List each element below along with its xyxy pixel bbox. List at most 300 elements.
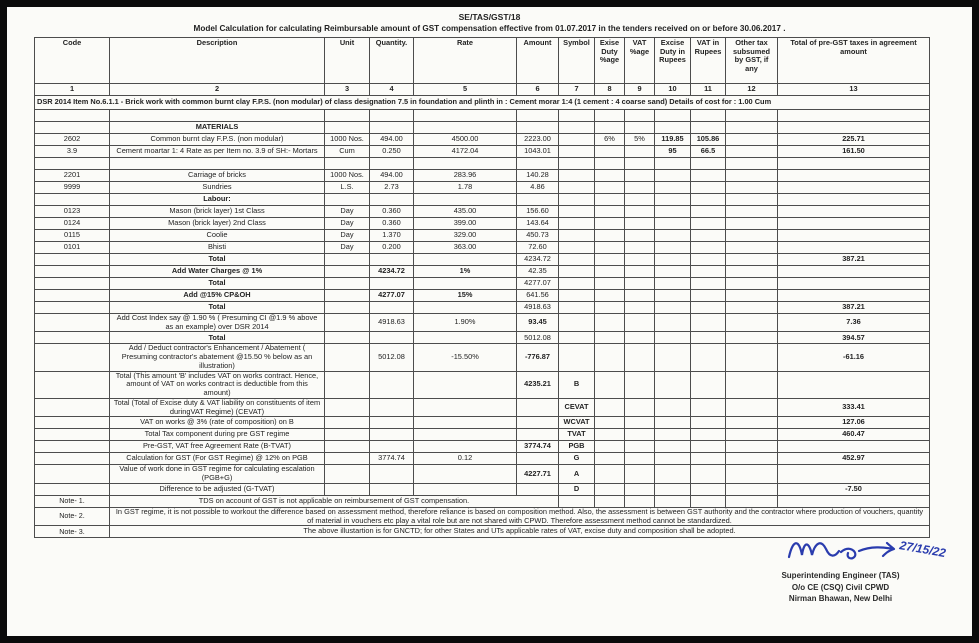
table-cell [595,453,625,465]
column-header: Symbol [559,38,595,84]
table-cell [370,158,414,170]
table-cell [625,278,655,290]
table-row [35,398,930,416]
table-cell [559,122,595,134]
table-cell [595,314,625,332]
table-cell [726,495,778,507]
table-cell [726,170,778,182]
table-cell [35,371,110,398]
table-cell: Cum [325,146,370,158]
table-row [35,371,930,398]
table-row [35,465,930,483]
table-cell [655,398,691,416]
column-header: Description [110,38,325,84]
table-cell [778,122,930,134]
table-cell [414,371,517,398]
table-cell: 156.60 [517,206,559,218]
table-row [35,344,930,371]
table-cell [726,483,778,495]
table-row [35,507,930,525]
table-cell: 42.35 [517,266,559,278]
page-title: Model Calculation for calculating Reimbursable amount of GST compensation effective from 01.07.2017 in the tenders received on or before 30.06.2017 . [193,24,786,33]
table-cell: 452.97 [778,453,930,465]
table-cell: D [559,483,595,495]
table-cell [778,230,930,242]
table-cell [559,146,595,158]
table-cell [414,398,517,416]
table-cell [691,495,726,507]
table-cell: B [559,371,595,398]
table-cell [517,453,559,465]
table-cell: 494.00 [370,170,414,182]
table-cell [414,483,517,495]
table-cell: 4172.04 [414,146,517,158]
column-number: 4 [370,84,414,96]
table-cell [559,194,595,206]
table-cell [325,465,370,483]
table-cell: 4235.21 [517,371,559,398]
table-cell [517,417,559,429]
table-cell: WCVAT [559,417,595,429]
table-cell [414,429,517,441]
table-row [35,158,930,170]
table-cell: PGB [559,441,595,453]
table-cell [691,417,726,429]
table-cell: Note- 2. [35,507,110,525]
column-number: 2 [110,84,325,96]
table-cell [595,158,625,170]
table-cell [778,242,930,254]
table-cell: 4500.00 [414,134,517,146]
table-cell [595,206,625,218]
table-cell [625,290,655,302]
table-cell [35,278,110,290]
table-cell: Note- 3. [35,526,110,538]
table-cell [517,483,559,495]
table-cell [35,314,110,332]
table-cell [595,290,625,302]
table-cell [325,429,370,441]
signature-scribble [731,531,951,565]
table-cell [625,266,655,278]
table-cell [325,314,370,332]
table-cell [370,465,414,483]
table-cell: 1043.01 [517,146,559,158]
column-number: 3 [325,84,370,96]
table-cell [595,371,625,398]
table-cell: Pre-GST, VAT free Agreement Rate (B-TVAT) [110,441,325,453]
table-cell: 93.45 [517,314,559,332]
table-cell [778,194,930,206]
table-cell [595,278,625,290]
table-cell [655,302,691,314]
table-cell [655,495,691,507]
table-cell [370,332,414,344]
table-cell: 0.360 [370,218,414,230]
table-cell [370,371,414,398]
table-cell [691,465,726,483]
table-cell [778,441,930,453]
table-cell [726,290,778,302]
table-cell: 105.86 [691,134,726,146]
table-cell: 4234.72 [370,266,414,278]
table-cell: 399.00 [414,218,517,230]
table-row [35,495,930,507]
table-cell: TDS on account of GST is not applicable on reimbursement of GST compensation. [110,495,559,507]
table-cell: 3774.74 [517,441,559,453]
table-cell [778,371,930,398]
table-cell [691,242,726,254]
table-cell [691,254,726,266]
table-cell: 66.5 [691,146,726,158]
table-cell [35,254,110,266]
table-cell [655,441,691,453]
table-row [35,314,930,332]
table-cell [726,146,778,158]
table-cell [559,254,595,266]
table-row [35,206,930,218]
table-cell: 127.06 [778,417,930,429]
table-cell [726,110,778,122]
table-cell [370,302,414,314]
table-cell [691,110,726,122]
table-cell: Day [325,206,370,218]
table-cell [325,194,370,206]
table-cell [559,182,595,194]
table-cell: 4277.07 [370,290,414,302]
table-cell: TVAT [559,429,595,441]
table-cell [691,429,726,441]
table-cell: 1000 Nos. [325,134,370,146]
table-cell [595,242,625,254]
table-cell [35,158,110,170]
table-cell [35,332,110,344]
column-number: 11 [691,84,726,96]
table-cell: 2201 [35,170,110,182]
table-cell [778,266,930,278]
table-cell: 1.90% [414,314,517,332]
table-cell [625,314,655,332]
table-cell [625,332,655,344]
table-cell [625,218,655,230]
table-cell [726,302,778,314]
table-cell [726,182,778,194]
table-row [35,242,930,254]
table-cell [655,122,691,134]
table-cell [595,332,625,344]
table-cell [655,314,691,332]
table-cell [778,158,930,170]
table-cell [325,332,370,344]
table-cell [559,170,595,182]
table-cell: 0.12 [414,453,517,465]
header-row [35,38,930,84]
table-cell [778,218,930,230]
table-cell [559,206,595,218]
table-cell: The above illustartion is for GNCTD; for other States and UTs applicable rates of VAT, excise duty and composition shall be adopted. [110,526,930,538]
table-cell [414,332,517,344]
table-cell [325,122,370,134]
table-cell [370,194,414,206]
table-cell [325,158,370,170]
table-cell: 2223.00 [517,134,559,146]
table-cell [35,417,110,429]
table-row [35,453,930,465]
table-row [35,417,930,429]
column-number: 6 [517,84,559,96]
table-cell: Total [110,332,325,344]
table-row [35,302,930,314]
table-cell: 3.9 [35,146,110,158]
table-cell: 140.28 [517,170,559,182]
table-cell [325,110,370,122]
table-cell: 72.60 [517,242,559,254]
table-cell [655,158,691,170]
table-row [35,332,930,344]
table-row [35,146,930,158]
table-cell: Day [325,242,370,254]
table-cell [655,170,691,182]
table-cell: Total [110,302,325,314]
table-cell [370,122,414,134]
table-cell [370,110,414,122]
table-cell [726,465,778,483]
table-row [35,483,930,495]
column-header: Other tax subsumed by GST, if any [726,38,778,84]
column-number: 10 [655,84,691,96]
table-cell: 7.36 [778,314,930,332]
table-cell: 9999 [35,182,110,194]
table-cell [726,254,778,266]
table-cell [559,290,595,302]
table-cell: Value of work done in GST regime for calculating escalation (PGB+G) [110,465,325,483]
table-cell: Add / Deduct contractor's Enhancement / Abatement ( Presuming contractor's abatement @15.50 % below as an illustration) [110,344,325,371]
table-cell [559,344,595,371]
table-cell [655,266,691,278]
table-cell [778,290,930,302]
table-cell [625,242,655,254]
table-cell [726,371,778,398]
table-row [35,441,930,453]
table-cell [655,182,691,194]
table-cell: 4.86 [517,182,559,194]
column-header: Rate [414,38,517,84]
table-cell [35,429,110,441]
table-cell: 387.21 [778,254,930,266]
table-cell: Mason (brick layer) 2nd Class [110,218,325,230]
table-cell [778,206,930,218]
table-row [35,230,930,242]
table-cell [726,398,778,416]
table-cell [517,194,559,206]
table-cell [691,122,726,134]
signature-date: 27/15/22 [897,538,947,561]
column-number: 13 [778,84,930,96]
table-cell [325,441,370,453]
table-row [35,254,930,266]
table-cell [517,110,559,122]
table-cell [691,332,726,344]
table-cell: 4234.72 [517,254,559,266]
table-cell: Day [325,218,370,230]
table-cell [35,194,110,206]
table-cell: Total (Total of Excise duty & VAT liability on constituents of item duringVAT Regime) (CEVAT) [110,398,325,416]
table-cell [625,429,655,441]
table-cell [778,182,930,194]
column-number: 12 [726,84,778,96]
column-header: VAT %age [625,38,655,84]
table-cell [35,122,110,134]
table-cell [726,344,778,371]
table-cell: A [559,465,595,483]
table-cell [726,218,778,230]
table-cell [726,242,778,254]
table-cell: Add @15% CP&OH [110,290,325,302]
table-cell: In GST regime, it is not possible to workout the difference based on assessment method, therefore reliance is based on composition method. Also, the assessment is between GST authority and the contractor where production of vouchers, quantity of material in vouchers etc play a vital role but are not shared with CPWD. Therefore assessment method cannot be standardized. [110,507,930,525]
table-cell: G [559,453,595,465]
table-cell [655,278,691,290]
table-cell [370,417,414,429]
table-cell [691,441,726,453]
table-cell [655,242,691,254]
table-cell [559,266,595,278]
table-cell: Sundries [110,182,325,194]
table-cell: Note- 1. [35,495,110,507]
table-cell [325,278,370,290]
table-cell [414,254,517,266]
table-cell [726,441,778,453]
table-cell [655,465,691,483]
table-cell: 387.21 [778,302,930,314]
table-cell [595,429,625,441]
table-cell [595,483,625,495]
table-cell [414,122,517,134]
table-row [35,429,930,441]
table-cell: 641.56 [517,290,559,302]
table-cell [325,417,370,429]
table-cell [625,194,655,206]
table-cell: 1000 Nos. [325,170,370,182]
table-cell [110,110,325,122]
table-cell [655,254,691,266]
table-cell: Add Water Charges @ 1% [110,266,325,278]
column-header: VAT in Rupees [691,38,726,84]
column-header: Unit [325,38,370,84]
table-cell: Cement moartar 1: 4 Rate as per Item no. 3.9 of SH:- Mortars [110,146,325,158]
table-row [35,266,930,278]
table-cell [559,278,595,290]
table-cell [595,122,625,134]
table-cell: Bhisti [110,242,325,254]
table-cell [559,314,595,332]
table-cell: Coolie [110,230,325,242]
table-cell [655,332,691,344]
table-cell [691,371,726,398]
table-cell [625,206,655,218]
table-cell [655,218,691,230]
table-cell [559,332,595,344]
table-cell: 5012.08 [370,344,414,371]
table-cell [655,194,691,206]
table-cell [517,398,559,416]
table-cell [726,417,778,429]
table-cell [35,465,110,483]
column-number: 9 [625,84,655,96]
table-cell [414,158,517,170]
table-cell: 0124 [35,218,110,230]
table-cell: 4227.71 [517,465,559,483]
table-cell [655,429,691,441]
table-cell: 363.00 [414,242,517,254]
table-cell [595,218,625,230]
table-cell [595,266,625,278]
table-cell [325,398,370,416]
table-cell [110,158,325,170]
table-cell [414,441,517,453]
table-body [35,110,930,538]
table-row [35,194,930,206]
table-cell: -61.16 [778,344,930,371]
table-cell [595,465,625,483]
table-cell [35,302,110,314]
table-cell [595,194,625,206]
table-cell [559,242,595,254]
table-cell: 6% [595,134,625,146]
table-cell [726,453,778,465]
table-cell: Day [325,230,370,242]
table-cell [559,110,595,122]
table-cell: 435.00 [414,206,517,218]
table-cell [691,398,726,416]
table-cell: 4918.63 [517,302,559,314]
table-cell: 95 [655,146,691,158]
table-cell [778,170,930,182]
column-number: 7 [559,84,595,96]
table-cell [595,344,625,371]
table-cell [625,254,655,266]
table-cell [625,371,655,398]
table-cell [35,344,110,371]
table-cell: 0.360 [370,206,414,218]
table-cell [559,230,595,242]
table-cell [691,206,726,218]
table-cell: 5% [625,134,655,146]
table-cell [35,453,110,465]
table-cell [691,170,726,182]
table-cell [625,465,655,483]
table-cell [325,344,370,371]
table-cell [691,266,726,278]
column-number: 5 [414,84,517,96]
table-cell [625,110,655,122]
table-cell [691,158,726,170]
table-cell [414,465,517,483]
section-title: DSR 2014 Item No.6.1.1 - Brick work with common burnt clay F.P.S. (non modular) of class designation 7.5 in foundation and plinth in : Cement morar 1:4 (1 cement : 4 coarse sand) Details of cost for : 1.00 Cum [35,96,930,110]
table-cell: Calculation for GST (For GST Regime) @ 12% on PGB [110,453,325,465]
table-cell [691,182,726,194]
table-cell: CEVAT [559,398,595,416]
table-cell [517,158,559,170]
table-cell [726,158,778,170]
table-cell [691,302,726,314]
column-header: Code [35,38,110,84]
table-cell [726,314,778,332]
column-number-row [35,84,930,96]
table-cell [595,230,625,242]
table-cell [370,278,414,290]
table-cell [595,495,625,507]
table-cell: Mason (brick layer) 1st Class [110,206,325,218]
